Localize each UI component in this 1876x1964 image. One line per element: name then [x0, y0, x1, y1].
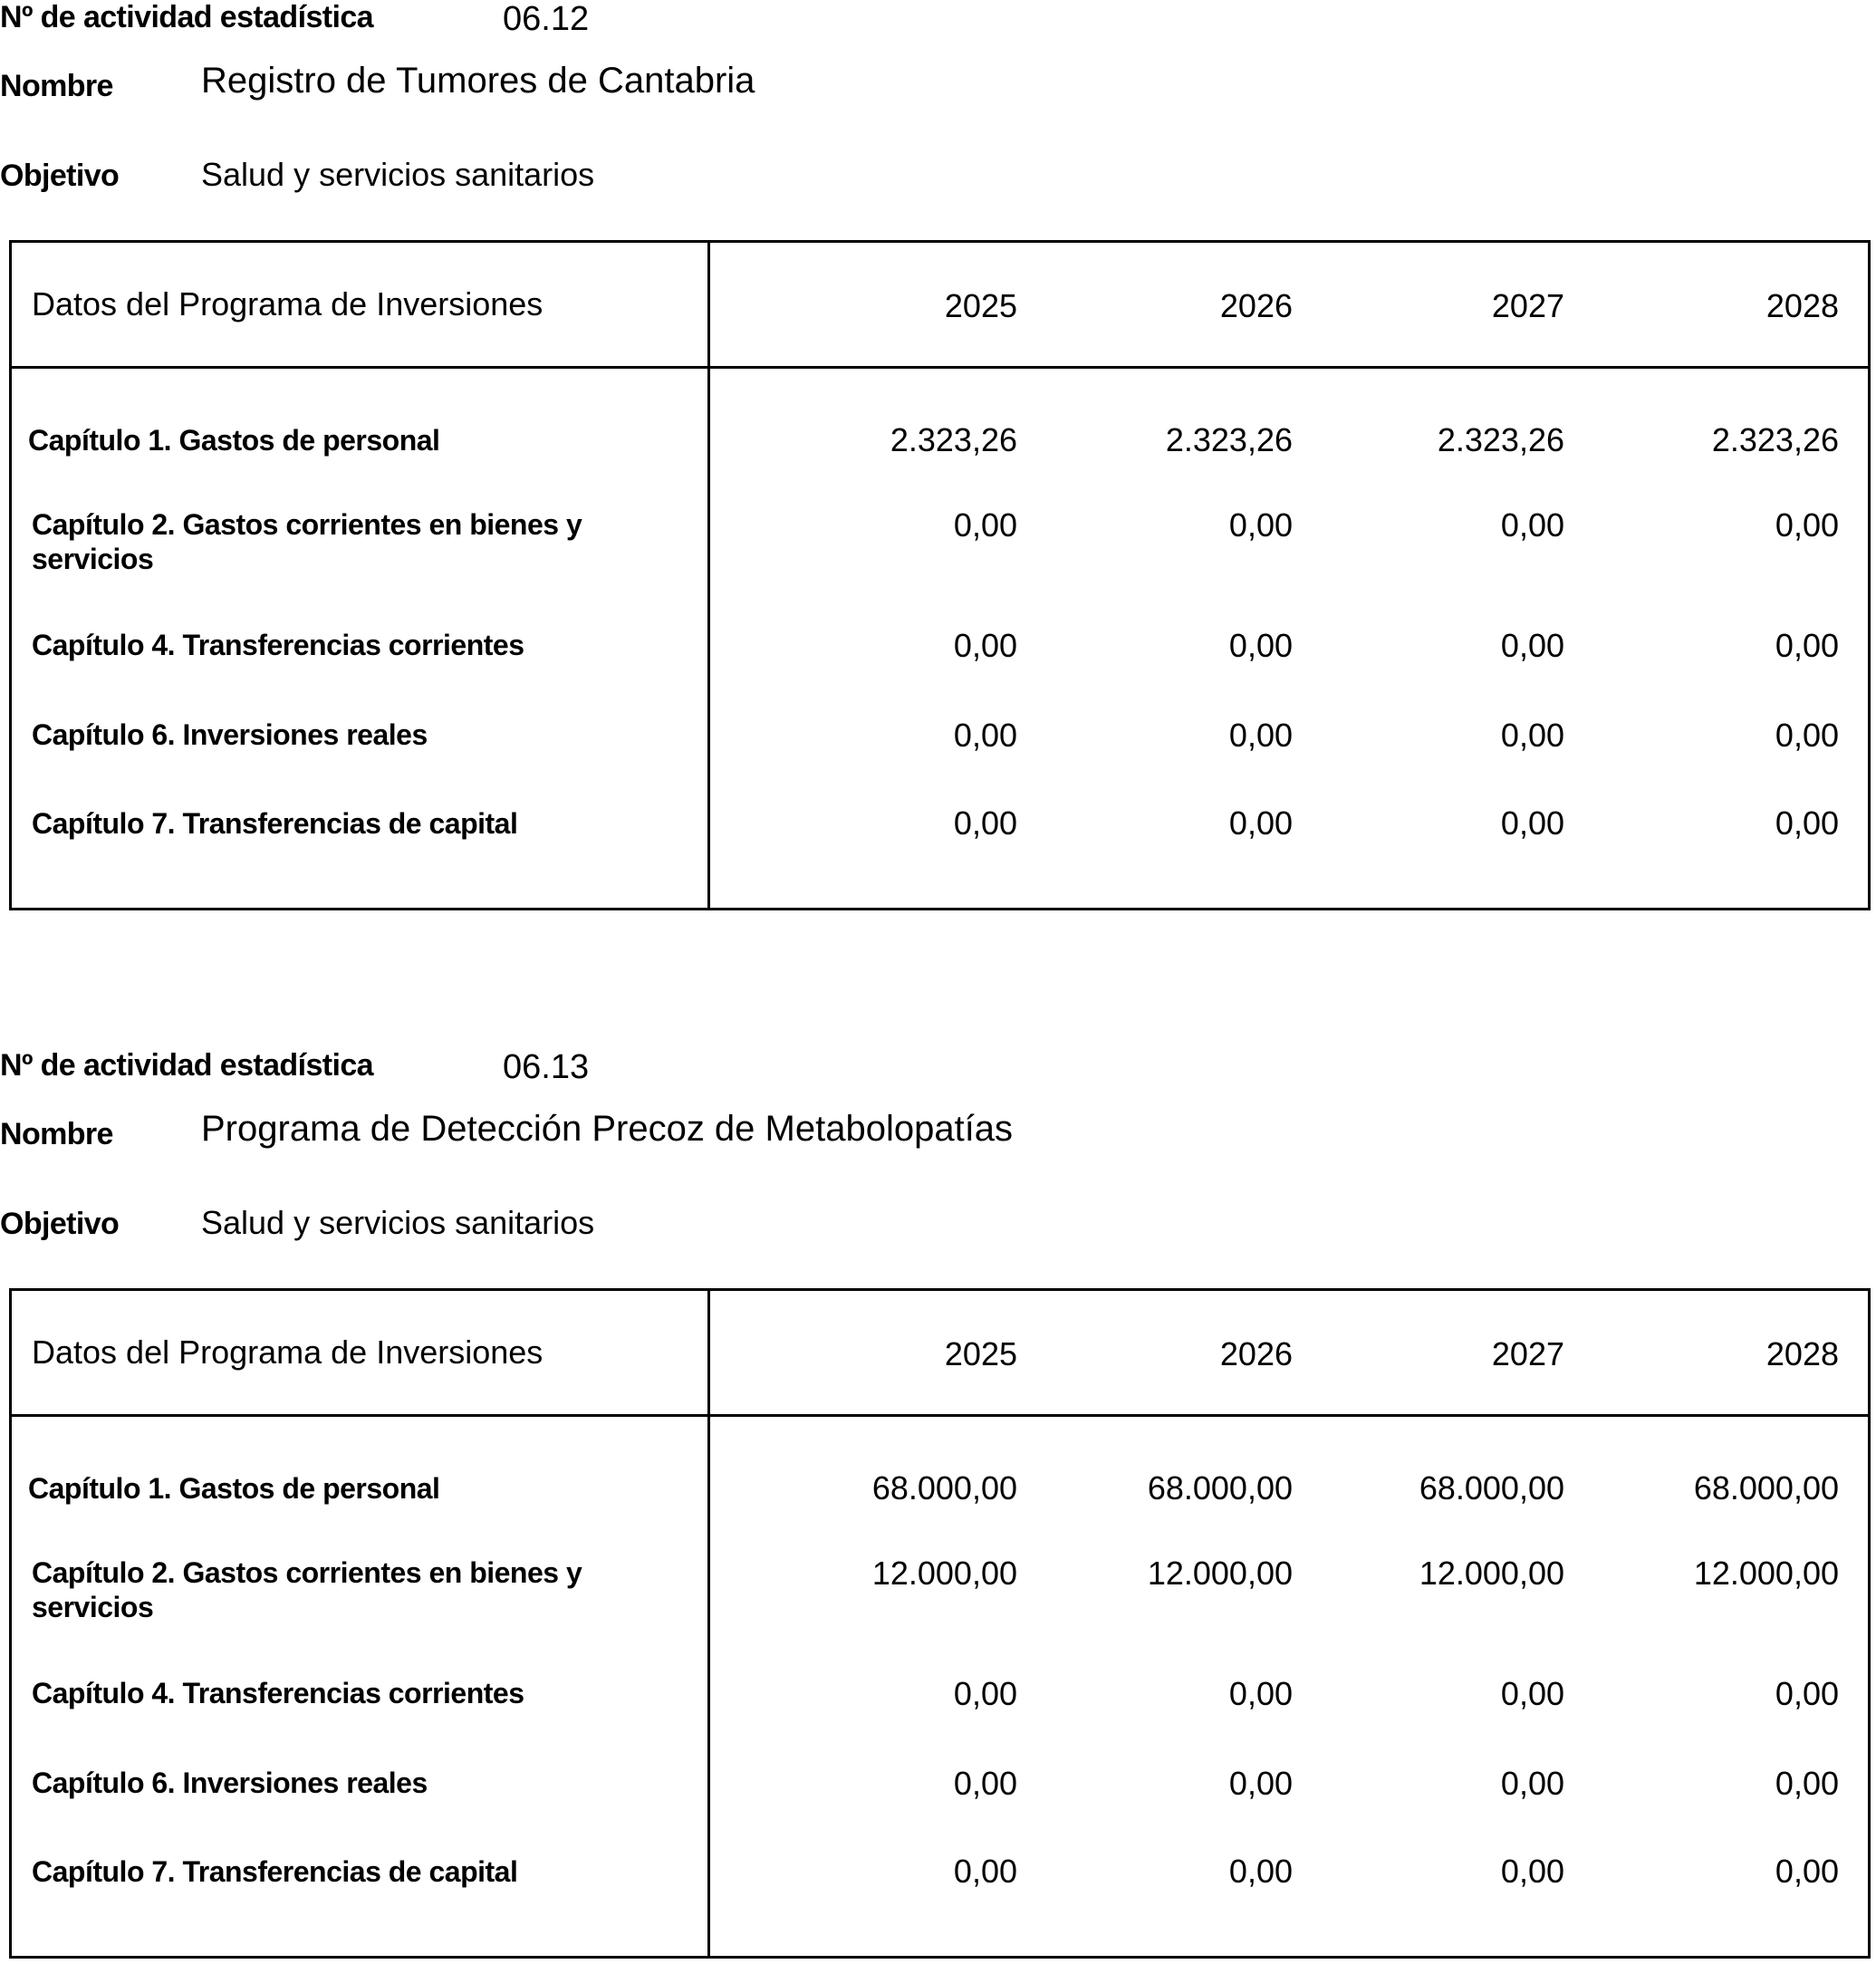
- name-label: Nombre: [0, 1117, 113, 1151]
- row-label: Capítulo 1. Gastos de personal: [28, 1472, 440, 1505]
- row-label: Capítulo 4. Transferencias corrientes: [32, 1677, 524, 1709]
- row-value: 0,00: [953, 804, 1017, 842]
- row-value: 2.323,26: [890, 421, 1017, 458]
- row-value: 0,00: [953, 1675, 1017, 1712]
- objective-label: Objetivo: [0, 159, 120, 193]
- row-label: Capítulo 1. Gastos de personal: [28, 424, 440, 457]
- row-value: 0,00: [1775, 804, 1839, 842]
- row-value: 2.323,26: [1165, 421, 1293, 458]
- header-divider: [12, 1414, 1868, 1417]
- row-value: 0,00: [953, 1765, 1017, 1802]
- row-value: 12.000,00: [871, 1555, 1017, 1592]
- year-header: 2026: [1219, 287, 1293, 324]
- year-header: 2026: [1219, 1335, 1293, 1372]
- row-value: 0,00: [1775, 717, 1839, 754]
- row-value: 0,00: [1775, 506, 1839, 544]
- row-value: 12.000,00: [1693, 1555, 1839, 1592]
- row-value: 68.000,00: [1147, 1469, 1293, 1507]
- objective-label: Objetivo: [0, 1207, 120, 1241]
- activity-name: Registro de Tumores de Cantabria: [201, 61, 755, 101]
- row-label: Capítulo 7. Transferencias de capital: [32, 807, 518, 840]
- activity-section-2: [0, 1048, 1876, 1963]
- row-label: Capítulo 2. Gastos corrientes en bienes y servicios: [32, 508, 582, 575]
- row-value: 2.323,26: [1711, 421, 1839, 458]
- row-value: 0,00: [1775, 1675, 1839, 1712]
- row-label: Capítulo 4. Transferencias corrientes: [32, 629, 524, 661]
- row-label: Capítulo 6. Inversiones reales: [32, 718, 428, 751]
- row-value: 0,00: [953, 627, 1017, 664]
- row-value: 68.000,00: [871, 1469, 1017, 1507]
- row-value: 0,00: [1775, 627, 1839, 664]
- row-value: 0,00: [1775, 1853, 1839, 1890]
- year-header: 2028: [1765, 1335, 1839, 1372]
- row-value: 0,00: [1228, 627, 1293, 664]
- activity-number-label: Nº de actividad estadística: [0, 0, 373, 34]
- row-value: 0,00: [1500, 717, 1564, 754]
- row-value: 0,00: [953, 717, 1017, 754]
- row-label: Capítulo 2. Gastos corrientes en bienes y servicios: [32, 1556, 582, 1623]
- investment-table: [9, 240, 1871, 910]
- row-value: 0,00: [1228, 1765, 1293, 1802]
- header-divider: [12, 366, 1868, 369]
- activity-name: Programa de Detección Precoz de Metabolopatías: [201, 1109, 1014, 1149]
- column-divider: [707, 243, 710, 908]
- row-value: 0,00: [953, 506, 1017, 544]
- activity-objective: Salud y servicios sanitarios: [201, 156, 595, 193]
- row-value: 0,00: [1500, 627, 1564, 664]
- year-header: 2025: [944, 287, 1017, 324]
- row-value: 0,00: [953, 1853, 1017, 1890]
- row-value: 0,00: [1500, 506, 1564, 544]
- row-value: 0,00: [1228, 804, 1293, 842]
- column-divider: [707, 1291, 710, 1956]
- investment-table: [9, 1288, 1871, 1959]
- row-value: 0,00: [1500, 804, 1564, 842]
- row-value: 0,00: [1500, 1675, 1564, 1712]
- name-label: Nombre: [0, 69, 113, 103]
- row-label: Capítulo 6. Inversiones reales: [32, 1767, 428, 1799]
- year-header: 2025: [944, 1335, 1017, 1372]
- year-header: 2027: [1491, 1335, 1564, 1372]
- row-label: Capítulo 7. Transferencias de capital: [32, 1855, 518, 1888]
- activity-objective: Salud y servicios sanitarios: [201, 1204, 595, 1241]
- activity-section-1: [0, 0, 1876, 915]
- row-value: 0,00: [1775, 1765, 1839, 1802]
- table-header-label: Datos del Programa de Inversiones: [32, 1333, 544, 1371]
- activity-number: 06.13: [503, 1048, 590, 1086]
- year-header: 2027: [1491, 287, 1564, 324]
- year-header: 2028: [1765, 287, 1839, 324]
- row-value: 12.000,00: [1419, 1555, 1564, 1592]
- activity-number: 06.12: [503, 0, 590, 38]
- table-header-label: Datos del Programa de Inversiones: [32, 285, 544, 323]
- row-value: 12.000,00: [1147, 1555, 1293, 1592]
- activity-number-label: Nº de actividad estadística: [0, 1048, 373, 1083]
- row-value: 68.000,00: [1693, 1469, 1839, 1507]
- row-value: 2.323,26: [1437, 421, 1564, 458]
- row-value: 0,00: [1228, 1675, 1293, 1712]
- row-value: 0,00: [1500, 1765, 1564, 1802]
- row-value: 0,00: [1500, 1853, 1564, 1890]
- row-value: 0,00: [1228, 1853, 1293, 1890]
- row-value: 68.000,00: [1419, 1469, 1564, 1507]
- row-value: 0,00: [1228, 717, 1293, 754]
- row-value: 0,00: [1228, 506, 1293, 544]
